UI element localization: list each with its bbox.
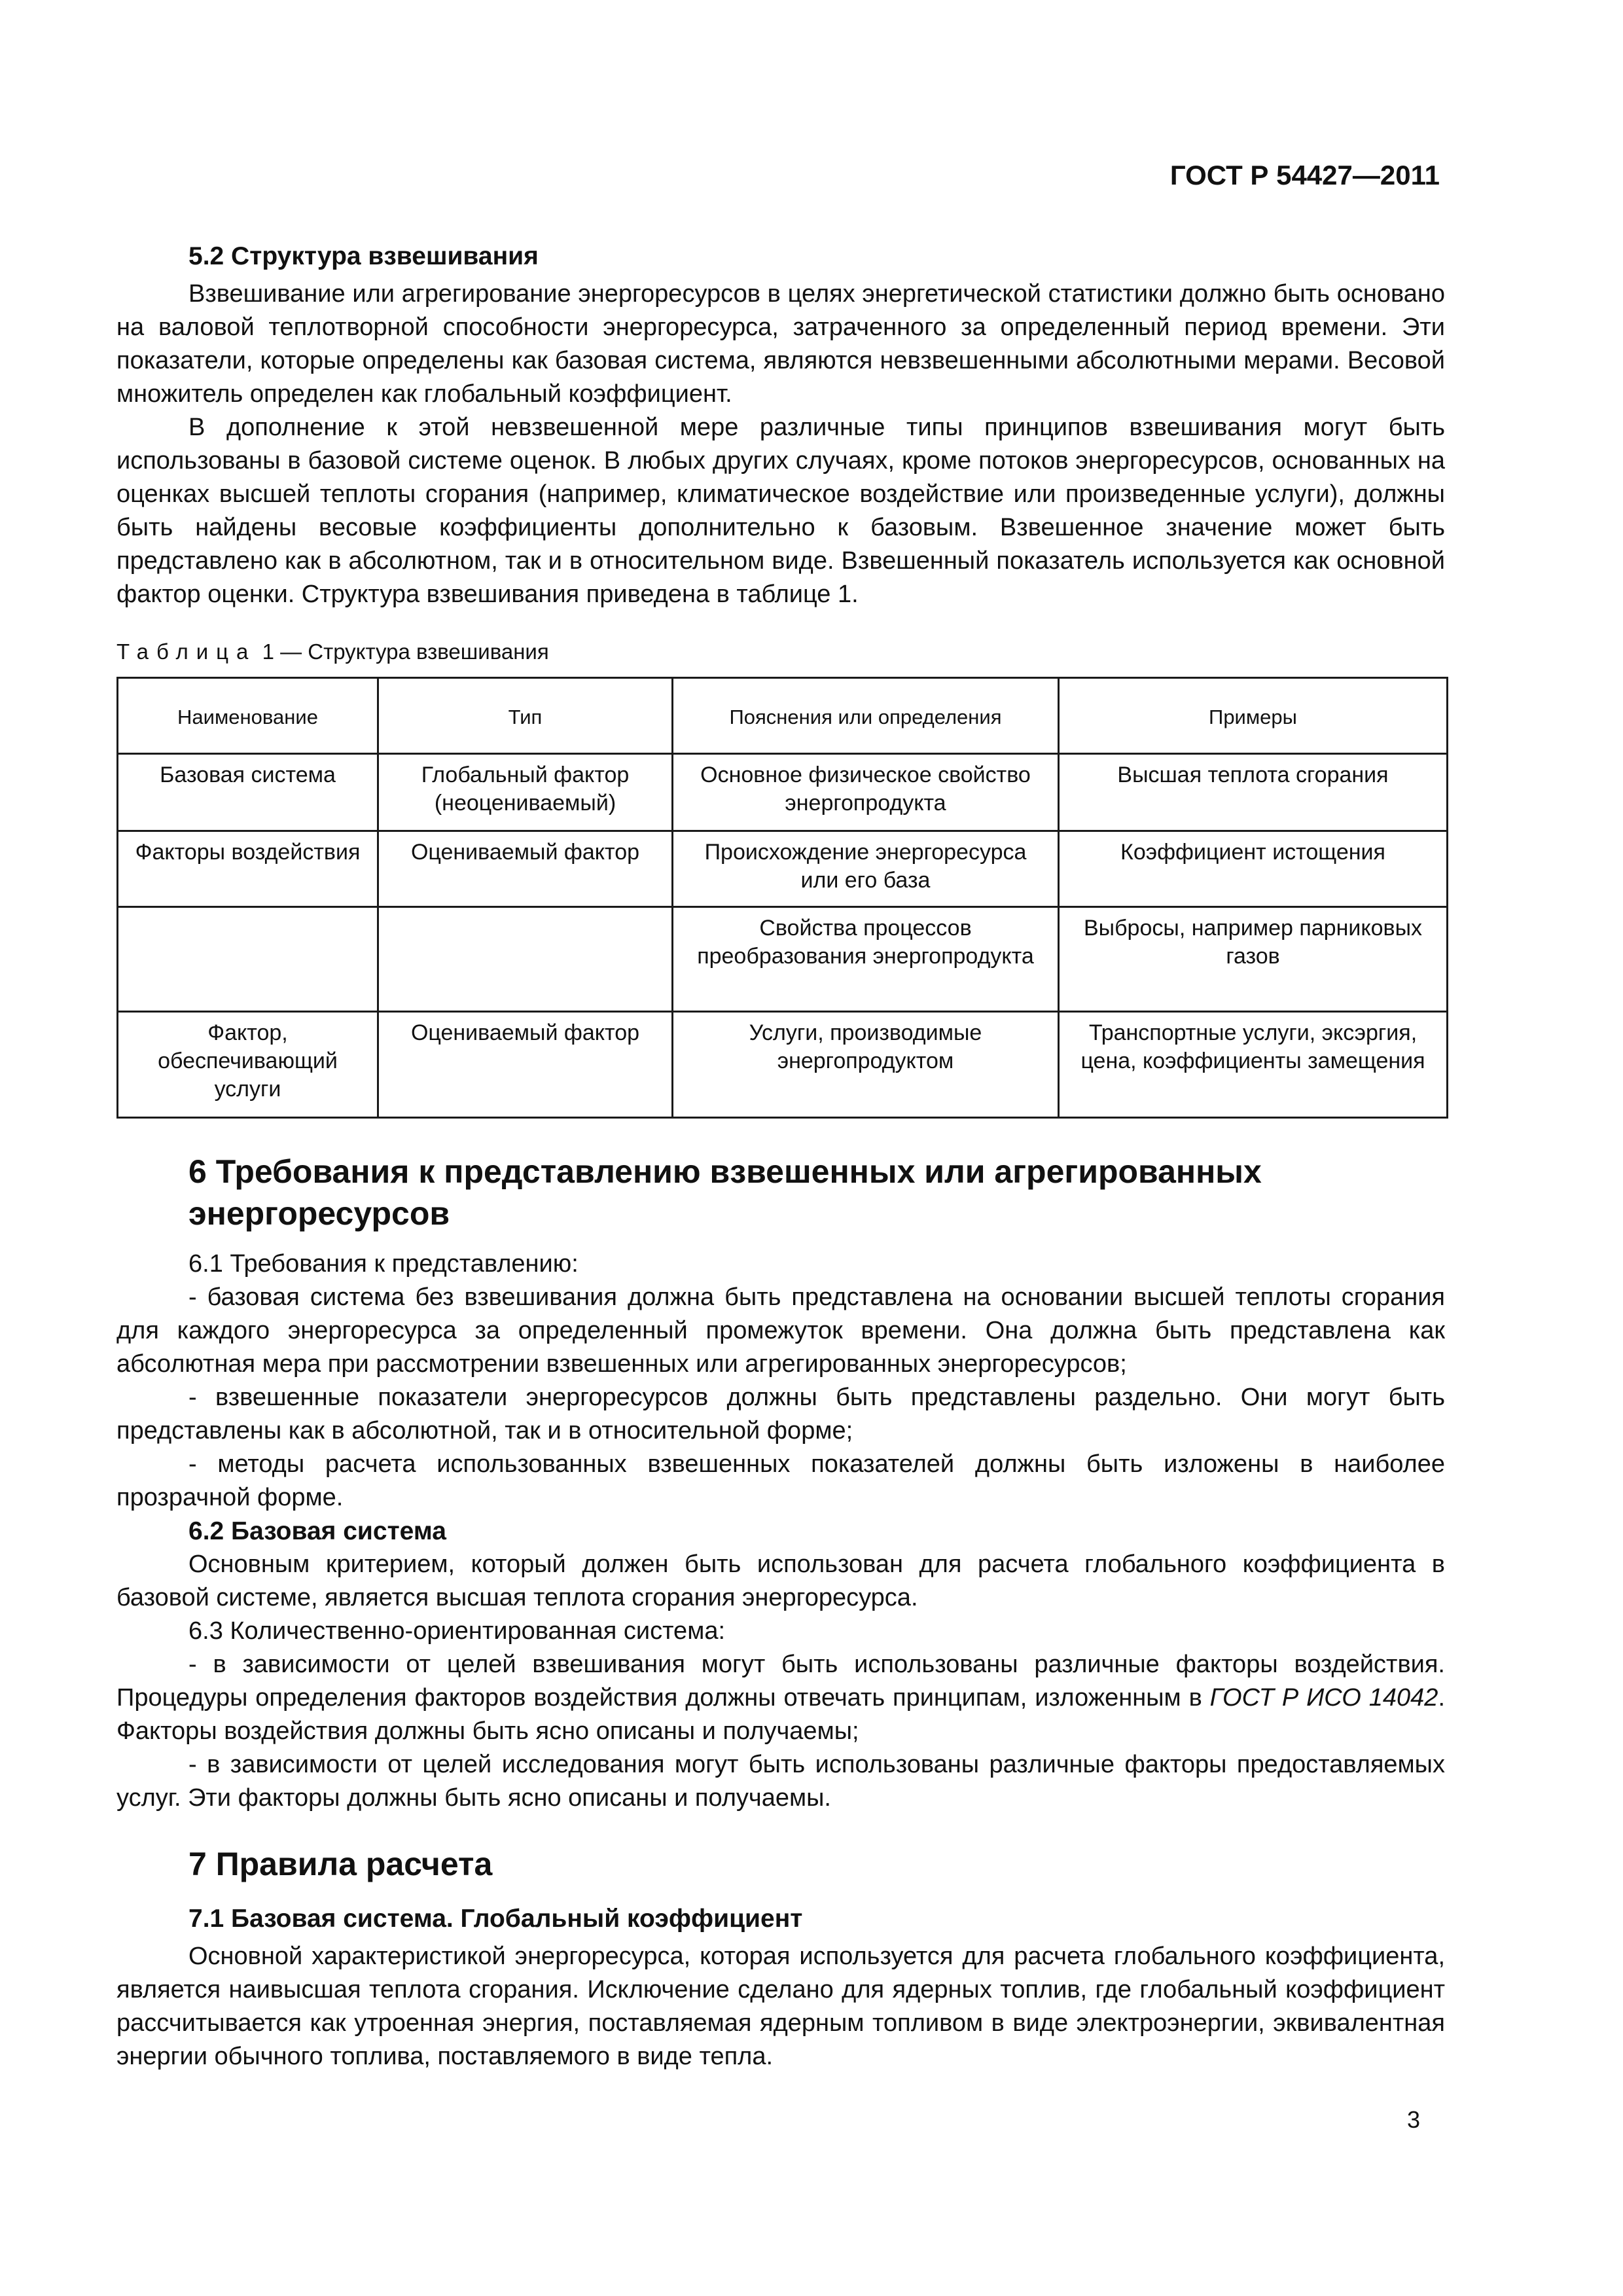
table-cell: Фактор, обеспечивающий услуги [118, 1012, 378, 1118]
section-6-body [116, 1247, 1445, 1815]
table-caption [116, 639, 549, 664]
table-header-row [118, 678, 1448, 754]
list-item: - взвешенные показатели энергоресурсов должны быть представлены раздельно. Они могут быть представлены как в абсолютной, так и в относительной форме; [116, 1384, 1445, 1444]
text-run: . Факторы воздействия должны быть ясно описаны и получаемы; [116, 1684, 1445, 1745]
section-7-1-body [116, 1940, 1445, 2073]
table-cell: Свойства процессов преобразования энергопродукта [673, 907, 1059, 1012]
paragraph: В дополнение к этой невзвешенной мере различные типы принципов взвешивания могут быть использованы в базовой системе оценок. В любых других случаях, кроме потоков энергоресурсов, основанных на оценках высшей теплоты сгорания (например, климатическое воздействие или произведенные услуги), должны быть найдены весовые коэффициенты дополнительно к базовым. Взвешенное значение может быть представлено как в абсолютном, так и в относительном виде. Взвешенный показатель используется как основной фактор оценки. Структура взвешивания приведена в таблице 1. [116, 414, 1445, 608]
paragraph: 6.1 Требования к представлению: [188, 1250, 579, 1278]
table-cell: Факторы воздействия [118, 831, 378, 907]
list-item: - базовая система без взвешивания должна быть представлена на основании высшей теплоты сгорания для каждого энергоресурса за определенный промежуток времени. Она должна быть представлена как абсолютная мера при рассмотрении взвешенных или агрегированных энергоресурсов; [116, 1283, 1445, 1378]
table-caption-text: 1 — Структура взвешивания [262, 639, 549, 664]
table-cell [118, 907, 378, 1012]
table-cell: Транспортные услуги, эксэргия, цена, коэффициенты замещения [1059, 1012, 1448, 1118]
section-7-title: 7 Правила расчета [188, 1846, 493, 1882]
list-item: - методы расчета использованных взвешенных показателей должны быть изложены в наиболее прозрачной форме. [116, 1450, 1445, 1511]
section-5-2-title: 5.2 Структура взвешивания [188, 242, 539, 270]
paragraph: 6.3 Количественно-ориентированная система: [188, 1617, 726, 1645]
table-cell: Услуги, производимые энергопродуктом [673, 1012, 1059, 1118]
document-id: ГОСТ Р 54427—2011 [1169, 160, 1440, 190]
table-cell [378, 907, 673, 1012]
section-7-1-title: 7.1 Базовая система. Глобальный коэффициент [188, 1905, 803, 1933]
table-cell: Основное физическое свойство энергопродукта [673, 754, 1059, 831]
table-cell: Происхождение энергоресурса или его база [673, 831, 1059, 907]
column-header: Тип [378, 678, 673, 754]
table-row [118, 1012, 1448, 1118]
table-cell: Оцениваемый фактор [378, 831, 673, 907]
table-caption-prefix: Таблица [116, 639, 257, 664]
column-header: Примеры [1059, 678, 1448, 754]
paragraph: Основной характеристикой энергоресурса, которая используется для расчета глобального коэффициента, является наивысшая теплота сгорания. Исключение сделано для ядерных топлив, где глобальный коэффициент рассчитывается как утроенная энергия, поставляемая ядерным топливом в виде электроэнергии, эквивалентная энергии обычного топлива, поставляемого в виде тепла. [116, 1943, 1445, 2070]
table-cell: Высшая теплота сгорания [1059, 754, 1448, 831]
table-row [118, 754, 1448, 831]
column-header: Наименование [118, 678, 378, 754]
section-5-2-body [116, 278, 1445, 611]
page-number: 3 [1407, 2106, 1421, 2133]
list-item: - в зависимости от целей исследования могут быть использованы различные факторы предоставляемых услуг. Эти факторы должны быть ясно описаны и получаемы. [116, 1751, 1445, 1812]
list-item [116, 1648, 1445, 1748]
table-cell: Глобальный фактор (неоцениваемый) [378, 754, 673, 831]
column-header: Пояснения или определения [673, 678, 1059, 754]
section-6-2-title: 6.2 Базовая система [188, 1517, 446, 1545]
table-cell: Базовая система [118, 754, 378, 831]
table-row [118, 907, 1448, 1012]
standard-reference: ГОСТ Р ИСО 14042 [1209, 1684, 1438, 1712]
table-cell: Выбросы, например парниковых газов [1059, 907, 1448, 1012]
paragraph: Взвешивание или агрегирование энергоресурсов в целях энергетической статистики должно быть основано на валовой теплотворной способности энергоресурса, затраченного за определенный период времени. Эти показатели, которые определены как базовая система, являются невзвешенными абсолютными мерами. Весовой множитель определен как глобальный коэффициент. [116, 280, 1445, 408]
table-cell: Коэффициент истощения [1059, 831, 1448, 907]
table-row [118, 831, 1448, 907]
text-run: - в зависимости от целей взвешивания могут быть использованы различные факторы воздействия. Процедуры определения факторов воздействия должны отвечать принципам, изложенным в [116, 1651, 1445, 1712]
weighting-structure-table [116, 677, 1448, 1119]
section-6-title: 6 Требования к представлению взвешенных или агрегированных энергоресурсов [188, 1153, 1262, 1232]
table-cell: Оцениваемый фактор [378, 1012, 673, 1118]
paragraph: Основным критерием, который должен быть использован для расчета глобального коэффициента в базовой системе, является высшая теплота сгорания энергоресурса. [116, 1551, 1445, 1611]
